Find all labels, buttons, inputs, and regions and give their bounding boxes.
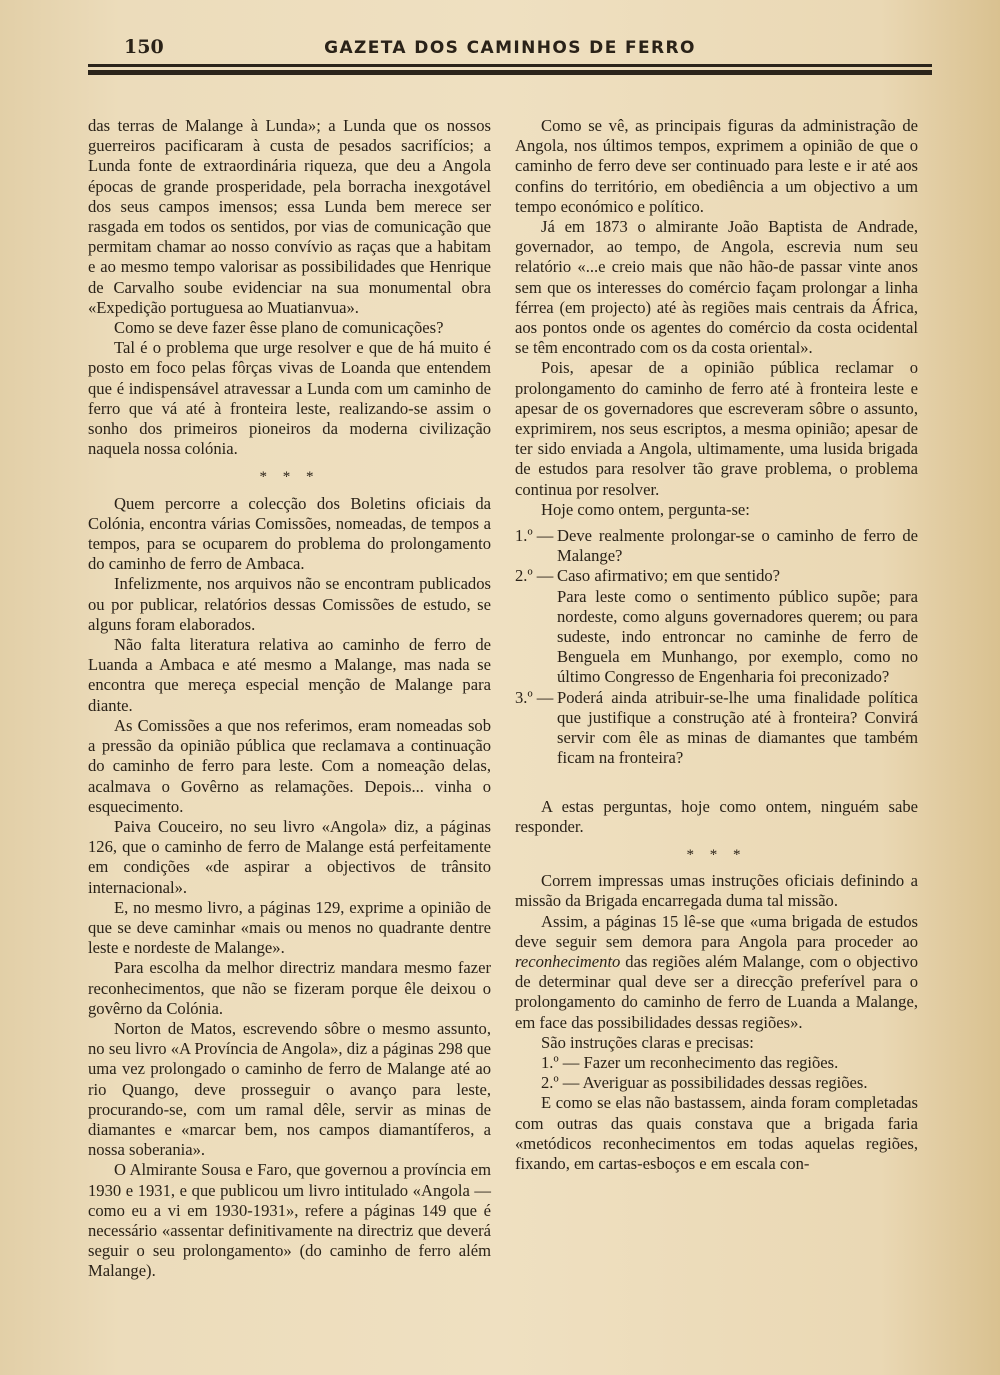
paragraph — [515, 912, 918, 1033]
emphasis: reconhecimento — [515, 951, 621, 971]
question-2 — [515, 566, 918, 687]
paragraph: O Almirante Sousa e Faro, que governou a província em 1930 e 1931, e que publicou um livro intitulado «Angola — como eu a vi em 1930-1931», refere a páginas 149 que é necessário «assentar definitivamente na directriz que deverá seguir o seu prolongamento» (do caminho de ferro além Malange). — [88, 1160, 491, 1281]
spacer — [515, 769, 918, 797]
paragraph: Hoje como ontem, pergunta-se: — [541, 499, 750, 519]
running-title: GAZETA DOS CAMINHOS DE FERRO — [324, 38, 696, 58]
right-column — [515, 116, 918, 1174]
question-number: 1.º — — [515, 526, 554, 546]
paragraph: As Comissões a que nos referimos, eram nomeadas sob a pressão da opinião pública que reclamava a continuação do caminho de ferro para leste. Com a nomeação delas, acalmava o Govêrno as relamações. Depois... vinha o esquecimento. — [88, 715, 491, 816]
paragraph: Correm impressas umas instruções oficiais definindo a missão da Brigada encarregada duma tal missão. — [515, 871, 918, 911]
page-number: 150 — [124, 36, 164, 58]
paragraph: Como se deve fazer êsse plano de comunicações? — [114, 318, 444, 338]
section-separator: * * * — [686, 846, 747, 863]
paragraph: Não falta literatura relativa ao caminho de ferro de Luanda a Ambaca e até mesmo a Malange, mas nada se encontra que mereça especial menção de Malange para diante. — [88, 635, 491, 715]
left-column — [88, 116, 491, 1282]
paragraph: A estas perguntas, hoje como ontem, ninguém sabe responder. — [515, 796, 918, 836]
paragraph: Infelizmente, nos arquivos não se encontram publicados ou por publicar, relatórios dessas Comissões de estudo, se alguns foram elaborados. — [88, 574, 491, 634]
header-rule-thick — [88, 70, 932, 75]
paragraph: E, no mesmo livro, a páginas 129, exprime a opinião de que se deve caminhar «mais ou menos no quadrante dentre leste e nordeste de Malange». — [88, 897, 491, 958]
text-span: das regiões além Malange, com o objectivo de determinar qual deve ser a direcção preferível para o prolongamento do caminho de ferro de Luanda a Malange, em face das possibilidades dessas regiões». — [515, 951, 918, 1032]
instruction-item: 1.º — Fazer um reconhecimento das regiões. — [541, 1052, 839, 1072]
page-header — [88, 36, 932, 60]
paragraph: das terras de Malange à Lunda»; a Lunda que os nossos guerreiros pacificaram à custa de pesados sacrifícios; a Lunda fonte de extraordinária riqueza, que deu a Angola épocas de grande prosperidade, pela borracha inexgotável dos seus campos imensos; essa Lunda bem merece ser rasgada em todos os sentidos, por vias de comunicação que permitam chamar ao nosso convívio as raças que a habitam e ao mesmo tempo valorisar as possibilidades que Henrique de Carvalho soube evidenciar na sua monumental obra «Expedição portuguesa ao Muatianvua». — [88, 116, 491, 317]
paragraph: Para escolha da melhor directriz mandara mesmo fazer reconhecimentos, que não se fizeram porque êle deixou o govêrno da Colónia. — [88, 958, 491, 1018]
question-text: Deve realmente prolongar-se o caminho de ferro de Malange? — [557, 526, 918, 566]
paragraph: Quem percorre a colecção dos Boletins oficiais da Colónia, encontra várias Comissões, nomeadas, de tempos a tempos, para se ocuparem do problema do prolongamento do caminho de ferro de Ambaca. — [88, 493, 491, 574]
paragraph: São instruções claras e precisas: — [541, 1032, 754, 1052]
paragraph: E como se elas não bastassem, ainda foram completadas com outras das quais constava que a brigada faria «metódicos reconhecimentos em todas aquelas regiões, fixando, em cartas-esboços e em escala con- — [515, 1093, 918, 1173]
question-3 — [515, 688, 918, 769]
question-number: 2.º — — [515, 566, 554, 586]
question-number: 3.º — — [515, 687, 554, 707]
paragraph: Tal é o problema que urge resolver e que de há muito é posto em foco pelas fôrças vivas de Loanda que entendem que é indispensável atravessar a Lunda com um caminho de ferro que vá até à fronteira leste, realizando-se assim o sonho dos primeiros pioneiros da moderna civilização naquela nossa colónia. — [88, 338, 491, 459]
section-separator: * * * — [259, 469, 320, 486]
paragraph: Como se vê, as principais figuras da administração de Angola, nos últimos tempos, exprimem a opinião de que o caminho de ferro deve ser continuado para leste e ir até aos confins do território, em obediência a um objectivo a um tempo económico e político. — [515, 116, 918, 216]
paragraph: Paiva Couceiro, no seu livro «Angola» diz, a páginas 126, que o caminho de ferro de Malange está perfeitamente em condições «de aspirar a objectivos de trânsito internacional». — [88, 816, 491, 897]
text-span: Assim, a páginas 15 lê-se que «uma brigada de estudos deve seguir sem demora para Angola para proceder ao — [515, 911, 918, 951]
paragraph: Pois, apesar de a opinião pública reclamar o prolongamento do caminho de ferro até à fronteira leste e apesar de os governadores que escreveram sôbre o assunto, exprimirem, nos seus escriptos, a mesma opinião; apesar de ter sido enviada a Angola, ultimamente, uma lusida brigada de estudos para resolver tão grave problema, o problema continua por resolver. — [515, 358, 918, 499]
question-detail: Para leste como o sentimento público supõe; para nordeste, como alguns governadores querem; ou para sudeste, indo entroncar no caminhe de ferro de Benguela em Munhango, por exemplo, como no último Congresso de Engenharia foi preconizado? — [557, 586, 918, 687]
paragraph: Norton de Matos, escrevendo sôbre o mesmo assunto, no seu livro «A Província de Angola», diz a páginas 298 que uma vez prolongado o caminho de ferro de Malange até ao rio Quango, deve prosseguir o avanço para leste, procurando-se, com um ramal dêle, servir as minas de diamantes e «marcar bem, nos campos diamantíferos, a nossa soberania». — [88, 1018, 491, 1160]
question-text: Poderá ainda atribuir-se-lhe uma finalidade política que justifique a construção até à fronteira? Convirá servir com êle as minas de diamantes que também ficam na fronteira? — [557, 687, 918, 768]
question-text: Caso afirmativo; em que sentido? — [557, 566, 781, 586]
question-1 — [515, 526, 918, 566]
paragraph: Já em 1873 o almirante João Baptista de Andrade, governador, ao tempo, de Angola, escrevia num seu relatório «...e creio mais que não hão-de passar vinte anos sem que os interesses do comércio façam prolongar a linha férrea (em projecto) até às regiões mais centrais da África, aos pontos onde os agentes do comércio da costa ocidental se têm encontrado com os da costa oriental». — [515, 217, 918, 358]
instruction-item: 2.º — Averiguar as possibilidades dessas regiões. — [541, 1073, 868, 1093]
header-rule-thin — [88, 64, 932, 67]
